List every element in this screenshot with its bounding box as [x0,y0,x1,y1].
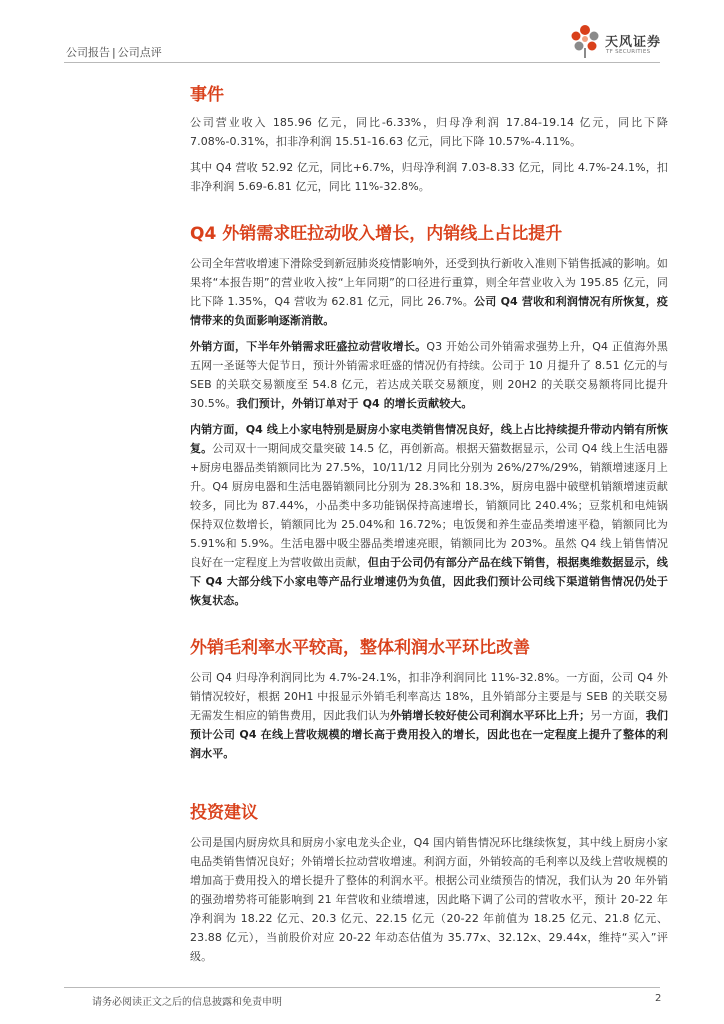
q4-paragraph-3 [190,420,668,610]
page-number: 2 [655,993,662,1004]
q4-p3-lead: 内销方面，Q4 线上小家电特别是厨房小家电类销售情况良好，线上占比持续提升带动内销有所恢复。 [190,423,668,455]
section-title-margin: 外销毛利率水平较高，整体利润水平环比改善 [190,638,530,658]
q4-paragraph-1 [190,254,668,330]
logo-wordmark-cn: 天风证券 [605,35,662,50]
breadcrumb-separator: | [112,46,116,59]
q4-p2-text: Q3 开始公司外销需求强势上升，Q4 正值海外黑五网一圣诞等大促节日，预计外销需求旺盛的情况仍有持续。公司于 10 月提升了 8.51 亿元的与 SEB 的关联交易额度至 54.8 亿元，若达成关联交易额度，则 20H2 的关联交易额将同比提升 30.5%。 [190,340,668,410]
margin-p1-text: 公司 Q4 归母净利润同比为 4.7%-24.1%，扣非净利润同比 11%-32.8%。一方面，公司 Q4 外销情况较好，根据 20H1 中报显示外销毛利率高达 18%，且外销部分主要是与 SEB 的关联交易无需发生相应的销售费用，因此我们认为 [190,671,668,722]
margin-paragraph-1 [190,668,668,763]
q4-p1-emphasis: 公司 Q4 营收和利润情况有所恢复，疫情带来的负面影响逐渐消散。 [190,295,668,327]
section-title-event: 事件 [190,85,224,105]
logo-wordmark-en: TF SECURITIES [606,49,651,55]
footer-divider [64,987,660,988]
margin-p1-emphasis-2: 我们预计公司 Q4 在线上营收规模的增长高于费用投入的增长，因此也在一定程度上提升了整体的利润水平。 [190,709,668,760]
company-logo [567,22,677,62]
breadcrumb-category: 公司点评 [117,46,162,59]
page-header [0,0,724,70]
q4-p1-text: 公司全年营收增速下滑除受到新冠肺炎疫情影响外，还受到执行新收入准则下销售抵减的影响。如果将“本报告期”的营业收入按“上年同期”的口径进行重算，则全年营业收入为 195.85 亿元，同比下降 1.35%，Q4 营收为 62.81 亿元，同比 26.7%。 [190,257,668,308]
footer-disclaimer: 请务必阅读正文之后的信息披露和免责申明 [92,997,282,1008]
margin-p1-connector: 另一方面， [590,709,646,722]
q4-p3-text: 公司双十一期间成交量突破 14.5 亿，再创新高。根据天猫数据显示，公司 Q4 线上生活电器+厨房电器品类销额同比为 27.5%，10/11/12 月同比分别为 26%/27%/29%，销额增速逐月上升。Q4 厨房电器和生活电器销额同比分别为 28.3%和 18.3%，厨房电器中破壁机销额增速贡献较多，同比为 87.44%，小品类中多功能锅保持高速增长，销额同比 240.4%；豆浆机和电炖锅保持双位数增长，销额同比为 25.04%和 16.72%；电饭煲和养生壶品类增速平稳，销额同比为 5.91%和 5.9%。生活电器中吸尘器品类增速亮眼，销额同比为 203%。虽然 Q4 线上销售情况良好在一定程度上为营收做出贡献， [190,442,669,569]
event-paragraph-2: 其中 Q4 营收 52.92 亿元，同比+6.7%，归母净利润 7.03-8.33 亿元，同比 4.7%-24.1%，扣非净利润 5.69-6.81 亿元，同比 11%-32.8%。 [190,161,668,193]
event-paragraph-1: 公司营业收入 185.96 亿元，同比-6.33%，归母净利润 17.84-19.14 亿元，同比下降 7.08%-0.31%，扣非净利润 15.51-16.63 亿元，同比下降 10.57%-4.11%。 [190,116,668,148]
q4-p3-emphasis: 但由于公司仍有部分产品在线下销售，根据奥维数据显示，线下 Q4 大部分线下小家电等产品行业增速仍为负值，因此我们预计公司线下渠道销售情况仍处于恢复状态。 [190,556,668,607]
section-title-invest: 投资建议 [190,803,258,823]
breadcrumb [66,44,162,60]
header-divider [64,62,660,63]
invest-paragraph-1: 公司是国内厨房炊具和厨房小家电龙头企业，Q4 国内销售情况环比继续恢复，其中线上厨房小家电品类销售情况良好；外销增长拉动营收增速。利润方面，外销较高的毛利率以及线上营收规模的增加高于费用投入的增长提升了整体的利润水平。根据公司业绩预告的情况，我们认为 20 年外销的强劲增势将可能影响到 21 年营收和业绩增速，因此略下调了公司的营收水平，预计 20-22 年净利润为 18.22 亿元、20.3 亿元、22.15 亿元（20-22 年前值为 18.25 亿元、21.8 亿元、23.88 亿元），当前股价对应 20-22 年动态估值为 35.77x、32.12x、29.44x，维持“买入”评级。 [190,836,668,963]
breadcrumb-report-type: 公司报告 [66,46,110,59]
q4-paragraph-2 [190,337,668,413]
section-title-q4: Q4 外销需求旺拉动收入增长，内销线上占比提升 [190,224,563,244]
q4-p2-emphasis: 我们预计，外销订单对于 Q4 的增长贡献较大。 [236,397,473,410]
report-body [190,82,668,966]
q4-p2-lead: 外销方面，下半年外销需求旺盛拉动营收增长。 [190,340,427,353]
margin-p1-emphasis: 外销增长较好使公司利润水平环比上升； [390,709,591,722]
logo-flower-icon [567,22,603,62]
